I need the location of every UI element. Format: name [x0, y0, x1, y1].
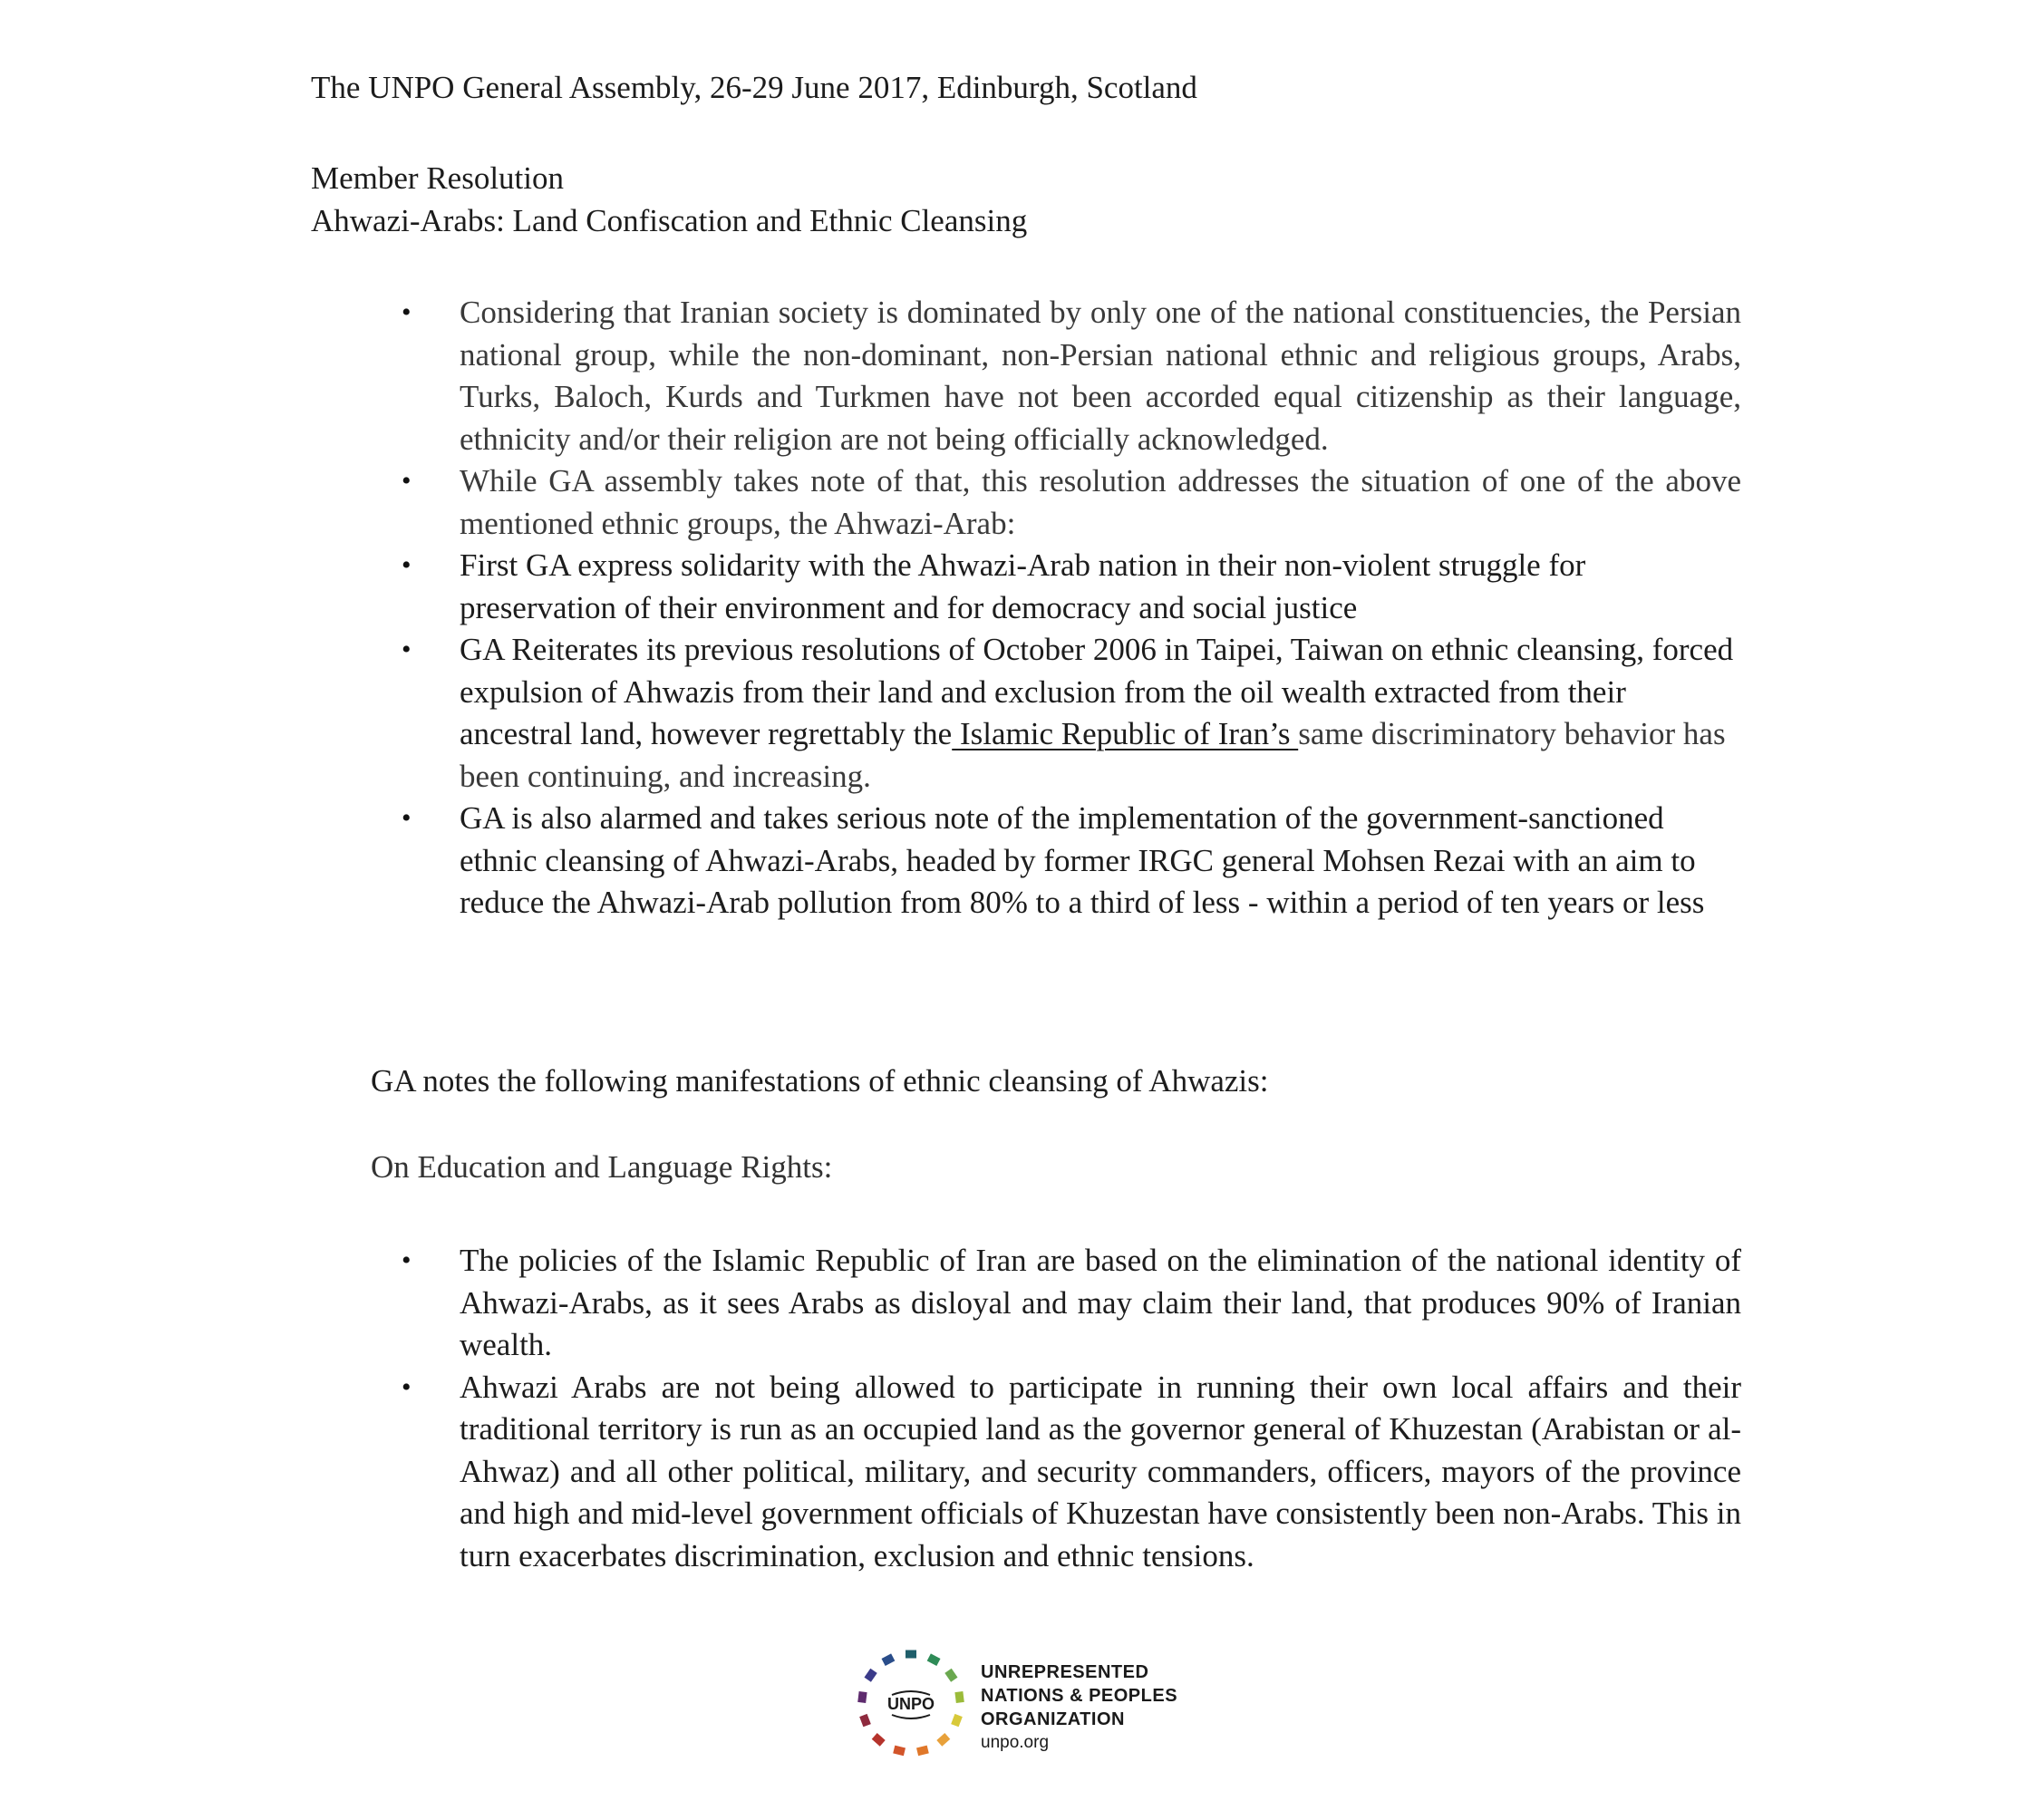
unpo-logo [852, 1644, 1196, 1762]
bullet-icon: • [402, 1245, 412, 1275]
ring-segment [927, 1653, 941, 1666]
list-item-text-continued: same discriminatory behavior has been continuing, and increasing. [460, 716, 1726, 794]
bullet-icon: • [402, 550, 412, 580]
ring-segment [893, 1746, 906, 1757]
assembly-line: The UNPO General Assembly, 26-29 June 2017, Edinburgh, Scotland [311, 70, 1197, 105]
list-item-text: GA is also alarmed and takes serious note of the implementation of the government-sanctioned ethnic cleansing of Ahwazi-Arabs, headed by former IRGC general Mohsen Rezai with an aim to reduce the Ahwazi-Arab pollution from 80% to a third of less - within a period of ten years or less [460, 800, 1705, 920]
logo-arc-bottom [892, 1715, 930, 1718]
bullet-icon: • [402, 466, 412, 496]
underlined-country-name: Islamic Republic of Iran’s [952, 716, 1299, 751]
ring-segment [857, 1691, 867, 1703]
list-item-text: Ahwazi Arabs are not being allowed to participate in running their own local affairs and their traditional territory is run as an occupied land as the governor general of Khuzestan (Arabistan or al-Ahwaz) and all other political, military, and security commanders, officers, mayors of the province and high and mid-level government officials of Khuzestan have consistently been non-Arabs. This in turn exacerbates discrimination, exclusion and ethnic tensions. [460, 1369, 1741, 1573]
list-item-text: Considering that Iranian society is dominated by only one of the national constituencies, the Persian national group, while the non-dominant, non-Persian national ethnic and religious groups, Arabs, Turks, Baloch, Kurds and Turkmen have not been accorded equal citizenship as their language, ethnicity and/or their religion are not being officially acknowledged. [460, 295, 1741, 457]
logo-name-line: UNREPRESENTED [981, 1662, 1149, 1682]
section-heading: On Education and Language Rights: [371, 1149, 833, 1185]
ring-segment [859, 1714, 871, 1727]
bullet-icon: • [402, 297, 412, 327]
ring-segment [872, 1733, 886, 1747]
logo-url: unpo.org [981, 1733, 1050, 1752]
education-list [396, 1240, 1741, 1577]
preamble-list [396, 292, 1741, 925]
list-item [396, 798, 1741, 925]
list-item [396, 292, 1741, 460]
list-item [396, 629, 1741, 798]
list-item-text: While GA assembly takes note of that, this resolution addresses the situation of one of the above mentioned ethnic groups, the Ahwazi-Arab: [460, 463, 1741, 541]
list-item-text: GA Reiterates its previous resolutions of October 2006 in Taipei, Taiwan on ethnic cleansing, forced expulsion of Ahwazis from their land and exclusion from the oil wealth extracted from their ancestral land, however regrettably the [460, 632, 1734, 751]
ring-segment [944, 1669, 957, 1682]
ring-segment [906, 1651, 916, 1659]
logo-text-block [981, 1660, 1177, 1755]
ring-segment [936, 1733, 950, 1747]
resolution-type: Member Resolution [311, 160, 564, 196]
logo-name-line: ORGANIZATION [981, 1709, 1125, 1729]
list-item-text: First GA express solidarity with the Ahwazi-Arab nation in their non-violent struggle for preservation of their environment and for democracy and social justice [460, 547, 1586, 625]
ring-segment [916, 1746, 929, 1757]
ring-segment [951, 1714, 963, 1727]
bullet-icon: • [402, 803, 412, 833]
list-item [396, 1240, 1741, 1367]
list-item [396, 460, 1741, 545]
ring-segment [864, 1669, 877, 1682]
ring-segment [881, 1653, 895, 1666]
resolution-title: Ahwazi-Arabs: Land Confiscation and Ethnic Cleansing [311, 203, 1028, 238]
ring-segment [954, 1691, 964, 1703]
bullet-icon: • [402, 1371, 412, 1402]
logo-name-line: NATIONS & PEOPLES [981, 1686, 1178, 1706]
bullet-icon: • [402, 634, 412, 664]
logo-mark-text: UNPO [886, 1695, 935, 1713]
list-item-text: The policies of the Islamic Republic of Iran are based on the elimination of the national identity of Ahwazi-Arabs, as it sees Arabs as disloyal and may claim their land, that produces 90% of Iranian wealth. [460, 1243, 1741, 1362]
list-item [396, 1367, 1741, 1578]
manifestations-intro: GA notes the following manifestations of ethnic cleansing of Ahwazis: [371, 1063, 1269, 1099]
unpo-ring-mark [852, 1644, 970, 1762]
list-item [396, 545, 1741, 629]
